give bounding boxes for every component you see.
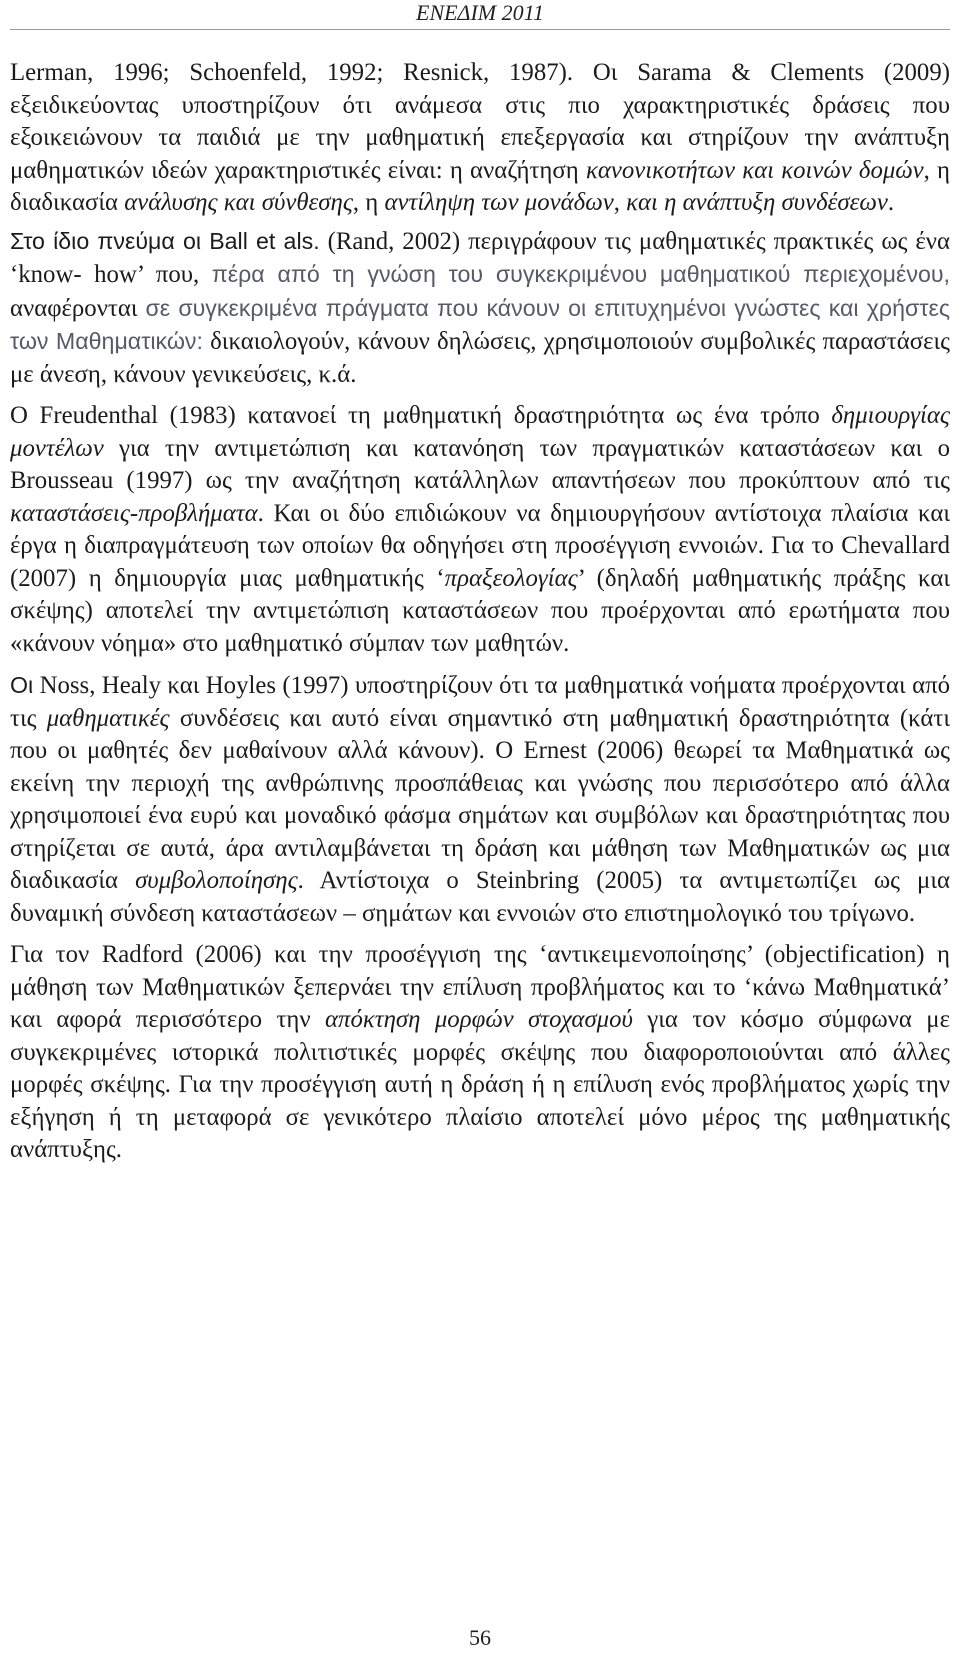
text-run: . Και οι δύο επιδιώκουν να δημιουργήσουν αντίστοιχα πλαίσια και έργα η διαπραγμάτευση των οποίων θα οδηγήσει στη προσέγγιση εννοιών. Για το Chevallard (2007) η δημιουργία μιας μαθηματικής ‘ (10, 499, 950, 592)
italic-run: κανονικοτήτων και κοινών δομών (585, 156, 924, 184)
text-run: δικαιολογούν, κάνουν δηλώσεις, χρησιμοποιούν συμβολικές παραστάσεις με άνεση, κάνουν γενικεύσεις, κ.ά. (10, 328, 950, 388)
text-run: Στο ίδιο πνεύμα οι Ball et als. (10, 227, 320, 254)
paragraph-freudenthal (10, 400, 950, 660)
text-run: , η διαδικασία (10, 156, 950, 216)
text-run: Lerman, 1996; Schoenfeld, 1992; Resnick, 1987). Οι Sarama & Clements (2009) εξειδικεύοντας υποστηρίζουν ότι ανάμεσα στις πιο χαρακτηριστικές δράσεις που εξοικειώνουν τα παιδιά με την μαθηματική επεξεργασία και στηρίζουν την ανάπτυξη μαθηματικών ιδεών χαρακτηριστικές είναι: η αναζήτηση (10, 59, 950, 184)
italic-run: συμβολοποίησης (135, 867, 298, 894)
running-header: ΕΝΕΔΙΜ 2011 (416, 0, 544, 25)
paragraph-noss-healy-hoyles (10, 669, 950, 930)
italic-run: και η ανάπτυξη συνδέσεων (626, 189, 888, 216)
text-run: . (887, 189, 895, 216)
text-run: για τον κόσμο σύμφωνα με συγκεκριμένες ιστορικά πολιτιστικές μορφές σκέψης που διαφοροποιούνται από άλλες μορφές σκέψης. Για την προσέγγιση αυτή η δράση ή η επίλυση ενός προβλήματος χωρίς την εξήγηση ή τη μεταφορά σε γενικότερο πλαίσιο αποτελεί μόνο μέρος της μαθηματικής ανάπτυξης. (10, 1006, 950, 1163)
text-run: Οι (10, 672, 34, 698)
italic-run: πραξεολογίας (444, 564, 578, 592)
text-run-grey: σε συγκεκριμένα πράγματα που κάνουν οι επιτυχημένοι γνώστες και χρήστες των Μαθηματικών: (10, 294, 950, 354)
text-run: Για τον Radford (2006) και την προσέγγιση της ‘αντικειμενοποίησης’ (objectification) η μάθηση των Μαθηματικών ξεπερνάει την επίλυση προβλήματος και το ‘κάνω Μαθηματικά’ και αφορά περισσότερο την (10, 941, 950, 1033)
text-run: συνδέσεις και αυτό είναι σημαντικό στη μαθηματική δραστηριότητα (κάτι που οι μαθητές δεν μαθαίνουν αλλά κάνουν). Ο Ernest (2006) θεωρεί τα Μαθηματικά ως εκείνη την περιοχή της ανθρώπινης προσπάθειας και γνώσης που περισσότερο από άλλα χρησιμοποιεί ένα ευρύ και μοναδικό φάσμα σημάτων και συμβόλων και δραστηριότητας που στηρίζεται σε αυτά, άρα αντιλαμβάνεται τη δράση και μάθηση των Μαθηματικών ως μια διαδικασία (10, 704, 951, 894)
text-run: , η (352, 189, 385, 216)
text-run: , (613, 189, 627, 216)
italic-run: ανάλυσης και σύνθεσης (124, 189, 353, 216)
text-run-grey: πέρα από τη γνώση του συγκεκριμένου μαθηματικού περιεχομένου, (211, 261, 950, 287)
page-number: 56 (469, 1625, 491, 1650)
text-run: για την αντιμετώπιση και κατανόηση των πραγματικών καταστάσεων και ο Brousseau (1997) ως την αναζήτηση κατάλληλων απαντήσεων που προκύπτουν από τις (10, 434, 950, 494)
text-run: αναφέρονται (10, 294, 146, 322)
italic-run: δημιουργίας μοντέλων (10, 402, 950, 462)
paragraph-radford (10, 939, 950, 1167)
italic-run: καταστάσεις-προβλήματα (10, 499, 258, 527)
paragraph-sarama-clements (10, 57, 950, 220)
text-run: (Rand, 2002) περιγράφουν τις μαθηματικές πρακτικές ως ένα ‘know- how’ που, (10, 227, 951, 288)
text-run: ’ (δηλαδή μαθηματικής πράξης και σκέψης) αποτελεί την αντιμετώπιση καταστάσεων που προέρχονται από ερωτήματα που «κάνουν νόημα» στο μαθηματικό σύμπαν των μαθητών. (10, 564, 950, 657)
paragraph-ball-et-als (10, 225, 950, 392)
text-run: Ο Freudenthal (1983) κατανοεί τη μαθηματική δραστηριότητα ως ένα τρόπο (10, 402, 832, 429)
text-run: Noss, Healy και Hoyles (1997) υποστηρίζουν ότι τα μαθηματικά νοήματα προέρχονται από τις (10, 672, 950, 732)
italic-run: μαθηματικές (46, 704, 170, 732)
document-body (10, 57, 950, 1167)
italic-run: απόκτηση μορφών στοχασμού (325, 1006, 633, 1033)
italic-run: αντίληψη των μονάδων (384, 189, 614, 216)
text-run: . Αντίστοιχα ο Steinbring (2005) τα αντιμετωπίζει ως μια δυναμική σύνδεση καταστάσεων – σημάτων και εννοιών στο επιστημολογικό του τρίγωνο. (10, 867, 951, 927)
header-rule (10, 29, 950, 30)
